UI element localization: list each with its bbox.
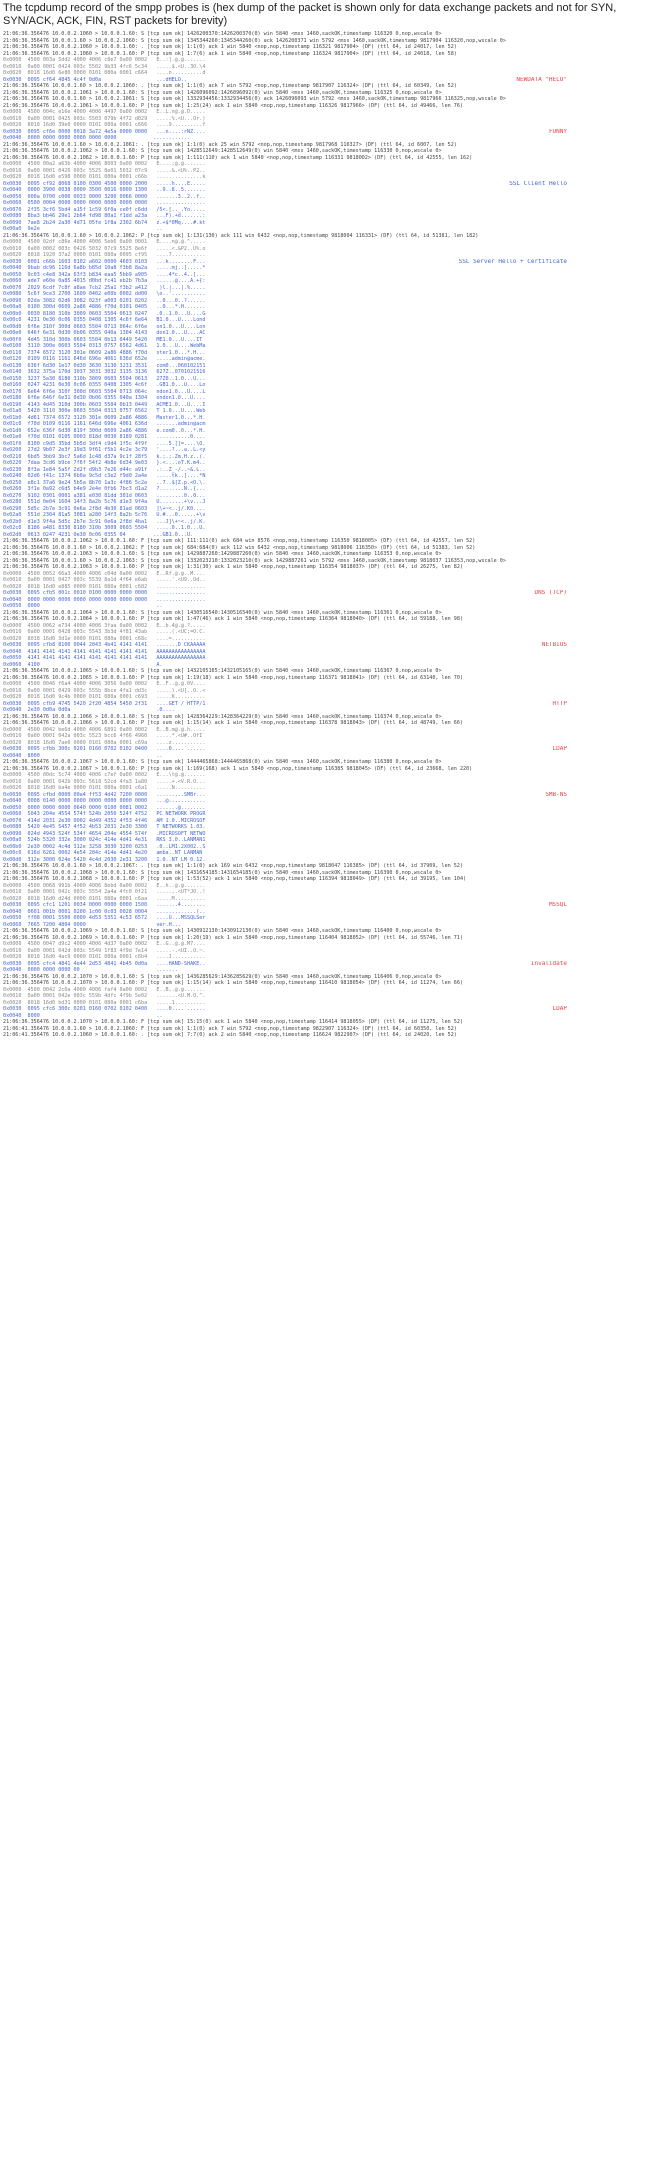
hex-dump-line	[3, 603, 647, 610]
hex-dump-text: 0x0030 0095 cf6e 0000 0018 3a72 4e5a 0000 0000 ...n....:rNZ....	[3, 128, 206, 135]
tcpdump-output	[3, 31, 647, 1039]
hex-dump-text: 0x0040 0000 3900 0038 0000 3500 0016 0000 1300 ..9..8..5.......	[3, 187, 206, 193]
packet-header-line: 21:06:36.356476 10.0.0.1.60 > 10.0.0.2.1062: F [tcp sum ok] 684:684(0) ack 112 win 6432 <nop,nop,timestamp 9818006 116350> (DF) (ttl 64, id 51383, len 52)	[3, 544, 476, 551]
hex-dump-text: 0x0040 0000 0000 0000 0000 0000 0000 0000 0000 ................	[3, 596, 206, 603]
hex-dump-line	[3, 857, 647, 864]
hex-dump-text: 0x0080 5c6f 9ce3 2700 1600 0402 e00b 0002 dd00 \o..'...........	[3, 291, 206, 297]
hex-dump-line	[3, 707, 647, 714]
hex-dump-text: 0x0090 7ae8 2b24 2a30 4d71 05fe 1f8a 2302 6b74 z.+$*0Mq....#.kt	[3, 219, 206, 226]
hex-dump-text: 0x0130 636f 6d30 1e17 0d30 3630 3130 3231 3531 com0...060102151	[3, 362, 206, 369]
hex-dump-text: 0x0230 8f3a 1e84 5a5f 2d2f d9b3 7e26 d44c a91f .:..Z_-/..~&.L..	[3, 466, 206, 473]
packet-header-line: 21:06:36.356476 10.0.0.2.1064 > 10.0.0.1.60: S [tcp sum ok] 1430516540:1430516540(0) win 5840 <mss 1460,sackOK,timestamp 116361 0,nop,wscale 0>	[3, 609, 442, 616]
packet-header-line: 21:06:36.356476 10.0.0.2.1065 > 10.0.0.1.60: S [tcp sum ok] 1432105165:1432105165(0) win 5840 <mss 1460,sackOK,timestamp 116367 0,nop,wscale 0>	[3, 668, 442, 674]
hex-dump-text: 0x0030 0095 cfc1 1201 0034 0000 0000 0000 1500 .......4........	[3, 902, 206, 908]
hex-dump-text: 0x0110 7374 6572 3120 301e 0609 2a86 4886 f70d ster1.0...*.H...	[3, 349, 206, 356]
hex-dump-text: 0x0270 9102 0301 0001 a381 e030 81dd 301d 0603 .........0..0...	[3, 492, 206, 499]
packet-header-line: 21:06:36.356476 10.0.0.2.1069 > 10.0.0.1.60: S [tcp sum ok] 1430912130:1430912130(0) win 5840 <mss 1460,sackOK,timestamp 116400 0,nop,wscale 0>	[3, 928, 442, 934]
hex-dump-text: 0x0030 0095 cfbd 0000 00a4 ff53 4d42 7200 0000 .........SMBr...	[3, 791, 206, 798]
hex-dump-text: 0x0150 3237 5a30 8180 310b 3009 0603 5504 0613 27Z0..1.0...U...	[3, 375, 206, 382]
packet-header-line: 21:06:36.356476 10.0.0.2.1066 > 10.0.0.1.60: S [tcp sum ok] 1428364229:1428364229(0) win 5840 <mss 1460,sackOK,timestamp 116374 0,nop,wscale 0>	[3, 713, 442, 720]
protocol-annotation: SSL Client Hello	[509, 180, 567, 187]
hex-dump-text: 0x0000 4500 0068 991b 4000 4006 8ebd 0a00 0002 E..h..@.@.......	[3, 882, 206, 889]
hex-dump-text: 0x0010 0a00 0001 0428 003c 5543 3b3d 4f81 43ab .....(.<UC;=O.C.	[3, 629, 206, 635]
packet-header-line: 21:06:41.356476 10.0.0.1.60 > 10.0.0.2.1060: F [tcp sum ok] 1:1(0) ack 7 win 5792 <nop,nop,timestamp 9822907 116324> (DF) (ttl 64, id 60350, len 52)	[3, 1025, 457, 1032]
hex-dump-text: 0x0000 4500 0062 e734 4000 4006 3faa 0a00 0002 E..b.4@.@.?.....	[3, 622, 206, 629]
hex-dump-text: 0x0090 024d 4943 524f 534f 4654 204e 4554 574f .MICROSOFT NETWO	[3, 830, 206, 837]
protocol-annotation: DNS (TCP)	[534, 590, 567, 596]
hex-dump-text: 0x0050 4141 4141 4141 4141 4141 4141 4141 4141 AAAAAAAAAAAAAAAA	[3, 655, 206, 661]
hex-dump-text: 0x0030 0095 cf64 4845 4c4f 0d0a ...dHELO..	[3, 76, 188, 83]
hex-dump-text: 0x0040 0000 0000 0000 0000 0000 0000 ............	[3, 135, 191, 141]
hex-dump-text: 0x0020 8018 16d0 3d1e 0000 0101 080a 0001 c68c ....=...........	[3, 635, 206, 642]
protocol-annotation: MSSQL	[548, 902, 567, 908]
hex-dump-text: 0x00b0 0030 8180 310b 3009 0603 5504 0613 0247 .0..1.0...U....G	[3, 310, 206, 317]
hex-dump-text: 0x0010 0a00 0001 042a 003c 5523 bcc6 4f66 4960 .....*.<U#..OfI`	[3, 733, 206, 739]
hex-dump-text: 0x0000 4500 00a2 a63b 4000 4006 8003 0a00 0002 E....;@.@.......	[3, 161, 206, 167]
hex-dump-text: 0x0070 2029 6cdf 7c8f a8ae 7cb2 25a1 f3b2 a412 )l.|...|.%.....	[3, 284, 206, 291]
packet-header-line: 21:06:36.356476 10.0.0.2.1064 > 10.0.0.1.60: P [tcp sum ok] 1:47(46) ack 1 win 5840 <nop,nop,timestamp 116364 9818040> (DF) (ttl 64, id 59188, len 98)	[3, 616, 464, 622]
hex-dump-text: 0x0020 8018 16d0 e598 0000 0101 080a 0001 c66b ...............k	[3, 174, 206, 180]
hex-dump-text: 0x0000 4500 00dc 5c74 4000 4006 c7ef 0a00 0002 E...\t@.@.......	[3, 772, 206, 778]
intro-paragraph: The tcpdump record of the smpp probes is (hex dump of the packet is shown only for data exchange packets and not for SYN, SYN/ACK, ACK, FIN, RST packets for brevity)	[3, 2, 617, 27]
protocol-annotation: LDAP	[552, 1006, 567, 1012]
hex-dump-text: 0x0080 5420 4e45 5457 4f52 4b53 2031 2e30 3300 T NETWORKS 1.03.	[3, 824, 206, 830]
hex-dump-text: 0x0050 000a 0700 c000 0033 0000 3200 0066 0000 .......3..2..f..	[3, 193, 206, 200]
hex-dump-text: 0x0030 0095 cfc6 300c 0201 0160 0702 0102 0400 ....0....`......	[3, 1006, 206, 1012]
packet-header-line: 21:06:36.356476 10.0.0.2.1068 > 10.0.0.1.60: P [tcp sum ok] 1:53(52) ack 1 win 5840 <nop,nop,timestamp 116394 9818049> (DF) (ttl 64, id 39195, len 104)	[3, 876, 467, 882]
hex-dump-text: 0x0000 4500 0042 be6d 4000 4006 6891 0a00 0002 E..B.m@.@.h.....	[3, 726, 206, 733]
packet-header-line: 21:06:36.356476 10.0.0.2.1060 > 10.0.0.1.60: P [tcp sum ok] 1:7(6) ack 1 win 5840 <nop,nop,timestamp 116324 9817904> (DF) (ttl 64, id 24018, len 58)	[3, 50, 457, 57]
hex-dump-line	[3, 77, 647, 84]
packet-header-line: 21:06:36.356476 10.0.0.2.1068 > 10.0.0.1.60: S [tcp sum ok] 1431654185:1431654185(0) win 5840 <mss 1460,sackOK,timestamp 116390 0,nop,wscale 0>	[3, 869, 442, 876]
hex-dump-text: 0x0220 7daa 3cd6 b9ce 7f6f 54f2 4b8e 6d34 9e03 }.<....oT.K.m4..	[3, 460, 206, 466]
packet-header-line: 21:06:36.356476 10.0.0.2.1067 > 10.0.0.1.60: P [tcp sum ok] 1:169(168) ack 1 win 5840 <nop,nop,timestamp 116385 9818045> (DF) (ttl 64, id 23668, len 220)	[3, 765, 473, 772]
hex-dump-text: 0x0020 8018 16d0 e885 0000 0101 080a 0001 c682 ................	[3, 583, 206, 590]
packet-header-line: 21:06:36.356476 10.0.0.2.1070 > 10.0.0.1.60: S [tcp sum ok] 1436285629:1436285629(0) win 5840 <mss 1460,sackOK,timestamp 116406 0,nop,wscale 0>	[3, 973, 442, 980]
hex-dump-text: 0x0030 0095 cfc4 4841 4e44 2d53 4841 4b45 0d0a ....HAND-SHAKE..	[3, 960, 206, 967]
hex-dump-text: 0x0000 4500 0046 f6a4 4000 4006 3056 0a00 0002 E..F..@.@.0V....	[3, 681, 206, 687]
hex-dump-text: 0x0070 2f35 3cf6 5bd4 a15f 1c59 6f0a ce0f c6dd /5<.[.._.Yo.....	[3, 206, 206, 213]
hex-dump-text: 0x0080 8ba3 bb46 29e1 2b64 fd98 80a1 f1dd a23a ...F).+d.......:	[3, 213, 206, 219]
hex-dump-line	[3, 662, 647, 669]
hex-dump-line	[3, 967, 647, 974]
hex-dump-text: 0x0040 0601 001b 0001 0200 1c00 0c03 0028 0004 .............(..	[3, 908, 206, 915]
hex-dump-text: 0x0030 0001 c66b 1603 0102 a602 0000 4603 0103 ...k........F...	[3, 258, 206, 265]
hex-dump-text: 0x0140 3632 375a 170d 3037 3031 3032 3135 3136 627Z..0701021516	[3, 369, 206, 375]
hex-dump-text: 0x0190 4143 4d45 310d 300b 0603 5504 0b13 0449 ACME1.0...U....I	[3, 401, 206, 408]
hex-dump-line	[3, 135, 647, 142]
hex-dump-text: 0x0040 4141 4141 4141 4141 4141 4141 4141 4141 AAAAAAAAAAAAAAAA	[3, 648, 206, 655]
hex-dump-text: 0x0030 0095 cf92 8068 0100 0300 4500 0000 2000 .....h....E.....	[3, 180, 206, 187]
hex-dump-text: 0x0250 e8c1 37a6 9e24 5b5a 8b70 1a3c 4f86 5c2e ..7..$[Z.p.<O.\.	[3, 479, 206, 486]
packet-header-line: 21:06:36.356476 10.0.0.2.1063 > 10.0.0.1.60: P [tcp sum ok] 1:31(30) ack 1 win 5840 <nop,nop,timestamp 116354 9818037> (DF) (ttl 64, id 26275, len 82)	[3, 564, 464, 570]
hex-dump-line	[3, 922, 647, 929]
hex-dump-text: 0x0210 6bd5 3bb9 3bc7 5a6d 1c48 d37a 9c1f 28f5 k.;.;.Zm.H.z..(.	[3, 453, 206, 460]
packet-header-line: 21:06:41.356476 10.0.0.2.1060 > 10.0.0.1.60: . [tcp sum ok] 7:7(0) ack 2 win 5840 <nop,nop,timestamp 116624 9822907> (DF) (ttl 64, id 24020, len 52)	[3, 1032, 457, 1038]
hex-dump-text: 0x0260 3f1e 0a92 c6d5 b4e9 2e4e 0fb6 7bc3 d1a2 ?........N..{...	[3, 486, 206, 492]
packet-header-line: 21:06:36.356476 10.0.0.2.1060 > 10.0.0.1.60: S [tcp sum ok] 1426200370:1426200370(0) win 5840 <mss 1460,sackOK,timestamp 116320 0,nop,wscale 0>	[3, 31, 442, 37]
hex-dump-text: 0x01b0 4d61 7374 6572 3120 301e 0609 2a86 4886 Master1.0...*.H.	[3, 414, 206, 421]
packet-header-line: 21:06:36.356476 10.0.0.1.60 > 10.0.0.2.1061: . [tcp sum ok] 1:1(0) ack 25 win 5792 <nop,nop,timestamp 9817968 116327> (DF) (ttl 64, id 6007, len 52)	[3, 141, 457, 148]
hex-dump-text: 0x00f0 4d45 310d 300b 0603 5504 0b13 0449 5420 ME1.0...U....IT	[3, 336, 206, 343]
hex-dump-text: 0x01e0 f70d 0101 0105 0003 818d 0030 8189 0281 ...........0....	[3, 434, 206, 440]
hex-dump-text: 0x02d0 0613 0247 4231 0e30 0c06 0355 04 ...GB1.0...U.	[3, 531, 194, 538]
packet-header-line: 21:06:36.356476 10.0.0.2.1060 > 10.0.0.1.60: . [tcp sum ok] 1:1(0) ack 1 win 5840 <nop,nop,timestamp 116321 9817904> (DF) (ttl 64, id 24017, len 52)	[3, 44, 457, 50]
protocol-annotation: LDAP	[552, 746, 567, 752]
hex-dump-text: 0x00d0 312e 3000 024e 5420 4c4d 2030 2e31 3200 1.0..NT LM 0.12.	[3, 856, 206, 863]
hex-dump-text: 0x0070 414d 2031 2e30 0002 4d49 4352 4f53 4f46 AM 1.0..MICROSOF	[3, 817, 206, 824]
hex-dump-text: 0x0060 0500 0004 0000 0000 0000 0000 0000 0000 ................	[3, 200, 206, 206]
packet-header-line: 21:06:36.356476 10.0.0.2.1067 > 10.0.0.1.60: S [tcp sum ok] 1444465868:1444465868(0) win 5840 <mss 1460,sackOK,timestamp 116380 0,nop,wscale 0>	[3, 759, 442, 765]
hex-dump-text: 0x0000 4500 004c e16e 4000 4006 4497 0a00 0002 E..L.n@.@.D.....	[3, 109, 206, 115]
hex-dump-text: 0x0030 0095 cfb8 8100 0044 2043 4b41 4141 4141 .......D CKAAAAA	[3, 642, 206, 648]
hex-dump-line	[3, 1013, 647, 1020]
packet-header-line: 21:06:36.356476 10.0.0.2.1070 > 10.0.0.1.60: F [tcp sum ok] 15:15(0) ack 1 win 5840 <nop,nop,timestamp 116414 9818055> (DF) (ttl 64, id 11275, len 52)	[3, 1019, 464, 1025]
hex-dump-text: 0x0030 0095 cfb9 4745 5420 2f20 4854 5450 2f31 ....GET / HTTP/1	[3, 700, 206, 707]
hex-dump-text: 0x00c0 4231 0e30 0c06 0355 0408 1305 4c6f 6e64 B1.0...U....Lond	[3, 317, 206, 323]
hex-dump-text: 0x00a0 9e2e ..	[3, 226, 163, 232]
packet-header-line: 21:06:36.356476 10.0.0.1.60 > 10.0.0.2.1067: . [tcp sum ok] 1:1(0) ack 169 win 6432 <nop,nop,timestamp 9818047 116385> (DF) (ttl 64, id 37909, len 52)	[3, 863, 464, 869]
hex-dump-text: 0x0060 4100 A.	[3, 661, 163, 668]
hex-dump-text: 0x0000 4500 0047 d9c2 4000 4006 4d37 0a00 0002 E..G..@.@.M7....	[3, 941, 206, 947]
protocol-annotation: NETBIOS	[541, 642, 567, 648]
hex-dump-text: 0x0160 0247 4231 0e30 0c06 0355 0408 1305 4c6f .GB1.0...U....Lo	[3, 382, 206, 388]
hex-dump-text: 0x0010 0a00 0001 0427 003c 5539 8a1d 4f64 e6ab .....'.<U9..Od..	[3, 577, 206, 583]
hex-dump-text: 0x00e0 646f 6e31 0d30 0b06 0355 040a 1304 4143 don1.0...U....AC	[3, 330, 206, 336]
hex-dump-text: 0x00c0 616d 6261 0002 4e54 204c 414e 4d41 4e20 amba..NT LANMAN	[3, 850, 206, 856]
hex-dump-text: 0x00a0 0100 300d 0609 2a86 4886 f70d 0101 0405 ..0...*.H.......	[3, 304, 206, 310]
hex-dump-text: 0x01a0 5420 3110 300e 0603 5504 0313 0757 6562 T 1.0...U....Web	[3, 408, 206, 414]
hex-dump-text: 0x0020 8018 16d0 7ae0 0000 0101 080a 0001 c69a ....z...........	[3, 739, 206, 746]
hex-dump-text: 0x0240 02d6 f41c 1374 6b0a 9c5d c3e2 f9d0 2a4e .....tk..]....*N	[3, 473, 206, 479]
hex-dump-text: 0x0010 0a00 0001 0429 003c 555b 8bce 4fa1 dd3c .....).<U[..O..<	[3, 687, 206, 694]
hex-dump-text: 0x02b0 d1e3 9f4a 5d5c 2b7e 3c91 0e6a 2f8d 4ba1 ...J]\+~<..j/.K.	[3, 518, 206, 525]
packet-header-line: 21:06:36.356476 10.0.0.2.1062 > 10.0.0.1.60: S [tcp sum ok] 1428512649:1428512649(0) win 5840 <mss 1460,sackOK,timestamp 116330 0,nop,wscale 0>	[3, 148, 442, 154]
hex-dump-text: 0x0010 0a00 0001 042e 003c 559b 4dfc 4f9b 5e02 .......<U.M.O.^.	[3, 993, 206, 999]
hex-dump-text: 0x0290 5d5c 2b7e 3c91 0e6a 2f8d 4b30 81ad 0603 ]\+~<..j/.K0....	[3, 505, 206, 512]
hex-dump-text: 0x0000 4500 003a 5dd2 4000 4006 c8e7 0a00 0002 E..:].@.@.......	[3, 57, 206, 63]
hex-dump-text: 0x0020 8018 16d0 bd31 0000 0101 080a 0001 c6ba .....1..........	[3, 999, 206, 1006]
hex-dump-text: 0x0000 4500 02df c86e 4000 4006 5eb6 0a00 0001 E....n@.@.^.....	[3, 239, 206, 245]
hex-dump-text: 0x0040 2e30 0d0a 0d0a .0....	[3, 707, 175, 713]
protocol-annotation: NEWDATA "HELO"	[516, 76, 567, 83]
hex-dump-text: 0x0180 6f6e 646f 6e31 0d30 0b06 0355 040a 1304 ondon1.0...U....	[3, 395, 206, 401]
hex-dump-text: 0x0000 4500 0052 66a3 4000 4006 c04d 0a00 0002 E..Rf.@.@..M....	[3, 570, 206, 577]
hex-dump-text: 0x0020 8018 16d0 ba4e 0000 0101 080a 0001 c6a1 .....N..........	[3, 785, 206, 791]
hex-dump-text: 0x0090 02da 3082 02d6 3082 023f a003 0201 0202 ..0...0..?......	[3, 297, 206, 304]
hex-dump-line	[3, 753, 647, 760]
hex-dump-text: 0x0020 8018 16d0 39e0 0000 0101 080a 0001 c666 ....9..........f	[3, 122, 206, 128]
hex-dump-text: 0x0100 3110 300e 0603 5504 0313 0757 6562 4d61 1.0...U....WebMa	[3, 343, 206, 349]
hex-dump-text: 0x0010 0a00 0001 042b 003c 5618 52cd 4fa3 1a80 .....+.<V.R.O...	[3, 778, 206, 785]
hex-dump-text: 0x0280 551d 0e04 1604 14f3 8a2b 5c76 d1e3 9f4a U........+\v...J	[3, 499, 206, 505]
packet-header-line: 21:06:36.356476 10.0.0.2.1063 > 10.0.0.1.60: S [tcp sum ok] 1429887260:1429887260(0) win 5840 <mss 1460,sackOK,timestamp 116353 0,nop,wscale 0>	[3, 551, 442, 557]
protocol-annotation: FUNNY	[548, 128, 567, 135]
hex-dump-text: 0x00a0 524b 5320 332e 3000 024c 414e 4d41 4e31 RKS 3.0..LANMAN1	[3, 837, 206, 843]
packet-header-line: 21:06:36.356476 10.0.0.2.1061 > 10.0.0.1.60: P [tcp sum ok] 1:25(24) ack 1 win 5840 <nop,nop,timestamp 116326 9817966> (DF) (ttl 64, id 49466, len 76)	[3, 102, 464, 109]
hex-dump-text: 0x0050 ff08 0001 5500 0000 4d53 5351 4c53 6572 ....U...MSSQLSer	[3, 915, 206, 921]
hex-dump-text: 0x0120 0109 0116 1161 646d 696e 4061 636d 652e .....admin@acme.	[3, 356, 206, 362]
hex-dump-text: 0x0050 9c03 c4e8 342a 63f3 b834 eaa5 5bb9 a905 ....4*c..4..[...	[3, 271, 206, 278]
packet-header-line: 21:06:36.356476 10.0.0.2.1070 > 10.0.0.1.60: P [tcp sum ok] 1:15(14) ack 1 win 5840 <nop,nop,timestamp 116410 9818054> (DF) (ttl 64, id 11274, len 66)	[3, 980, 464, 986]
hex-dump-text: 0x0050 0000 ..	[3, 603, 163, 609]
hex-dump-text: 0x0010 0a00 0002 003c 0426 5032 07c9 5525 8e6f .....<.&P2..U%.o	[3, 245, 206, 252]
packet-header-line: 21:06:36.356476 10.0.0.2.1062 > 10.0.0.1.60: P [tcp sum ok] 1:111(110) ack 1 win 5840 <nop,nop,timestamp 116331 9818002> (DF) (ttl 64, id 42555, len 162)	[3, 154, 473, 161]
hex-dump-text: 0x00b0 2e30 0002 4c4d 312e 3258 3030 3200 0253 .0..LM1.2X002..S	[3, 843, 206, 850]
hex-dump-line	[3, 226, 647, 233]
hex-dump-line	[3, 532, 647, 539]
hex-dump-text: 0x0050 0000 0000 0000 0640 0000 0100 0081 0002 .......@........	[3, 804, 206, 811]
packet-header-line: 21:06:36.356476 10.0.0.2.1069 > 10.0.0.1.60: P [tcp sum ok] 1:20(19) ack 1 win 5840 <nop,nop,timestamp 116404 9818052> (DF) (ttl 64, id 55746, len 71)	[3, 934, 464, 941]
hex-dump-text: 0x0060 7665 7200 4804 0000 ver.H...	[3, 921, 181, 928]
hex-dump-text: 0x0010 0a00 0001 042d 003c 5549 1f83 4f9d 7e14 .....-.<UI..O.~.	[3, 947, 206, 954]
hex-dump-text: 0x0030 0095 cfbb 300c 0201 0160 0702 0102 0400 ....0....`......	[3, 746, 206, 752]
hex-dump-text: 0x0200 27d2 9b07 2e3f 19d3 9f61 f5b1 4c2e 3c79 '....?...a..L.<y	[3, 447, 206, 453]
hex-dump-text: 0x0010 0a00 0001 0426 003c 5525 8e01 5032 07c9 .....&.<U%..P2..	[3, 167, 206, 174]
packet-header-line: 21:06:36.356476 10.0.0.1.60 > 10.0.0.2.1060: . [tcp sum ok] 1:1(0) ack 7 win 5792 <nop,nop,timestamp 9817907 116324> (DF) (ttl 64, id 60349, len 52)	[3, 83, 457, 89]
packet-header-line: 21:06:36.356476 10.0.0.2.1062 > 10.0.0.1.60: F [tcp sum ok] 111:111(0) ack 684 win 8576 <nop,nop,timestamp 116350 9818005> (DF) (ttl 64, id 42557, len 52)	[3, 538, 476, 544]
hex-dump-text: 0x0020 8018 16d0 6e80 0000 0101 080a 0001 c664 ....n..........d	[3, 70, 206, 76]
hex-dump-text: 0x02c0 8186 a481 8330 8180 310b 3009 0603 5504 .....0..1.0...U.	[3, 525, 206, 531]
packet-header-line: 21:06:36.356476 10.0.0.1.60 > 10.0.0.2.1060: S [tcp sum ok] 1345344260:1345344260(0) ack 1426200371 win 5792 <mss 1460,sackOK,timestamp 9817904 116320,nop,wscale 0>	[3, 37, 506, 44]
packet-header-line: 21:06:36.356476 10.0.0.1.60 > 10.0.0.2.1061: S [tcp sum ok] 1332934456:1332934456(0) ack 1426096093 win 5792 <mss 1460,sackOK,timestamp 9817966 116325,nop,wscale 0>	[3, 96, 506, 102]
hex-dump-text: 0x0040 8000 ..	[3, 752, 163, 759]
hex-dump-text: 0x0060 5043 204e 4554 574f 524b 2050 524f 4752 PC NETWORK PROGR	[3, 811, 206, 817]
hex-dump-text: 0x01c0 f70d 0109 0116 1161 646d 696e 4061 636d .......admin@acm	[3, 421, 206, 427]
hex-dump-text: 0x0020 8018 16d0 d24d 0000 0101 080a 0001 c6aa .....M..........	[3, 895, 206, 902]
packet-header-line: 21:06:36.356476 10.0.0.1.60 > 10.0.0.2.1063: S [tcp sum ok] 1332023210:1332023210(0) ack 1429887261 win 5792 <mss 1460,sackOK,timestamp 9818037 116353,nop,wscale 0>	[3, 557, 506, 564]
packet-header-line: 21:06:36.356476 10.0.0.1.60 > 10.0.0.2.1062: P [tcp sum ok] 1:131(130) ack 111 win 6432 <nop,nop,timestamp 9818004 116331> (DF) (ttl 64, id 51381, len 182)	[3, 232, 479, 239]
packet-header-line: 21:06:36.356476 10.0.0.2.1061 > 10.0.0.1.60: S [tcp sum ok] 1426096092:1426096092(0) win 5840 <mss 1460,sackOK,timestamp 116325 0,nop,wscale 0>	[3, 89, 442, 96]
hex-dump-text: 0x0020 8018 1920 37a2 0000 0101 080a 0095 cf95 ....7...........	[3, 252, 206, 258]
protocol-annotation: HTTP	[552, 700, 567, 707]
hex-dump-text: 0x0040 0008 0140 0000 0000 0000 0000 0000 0000 ...@............	[3, 798, 206, 804]
hex-dump-text: 0x0020 8018 16d0 9c4b 0000 0101 080a 0001 c693 .....K..........	[3, 694, 206, 700]
hex-dump-text: 0x0030 0095 cfb5 001c 0010 0100 0000 0000 0000 ................	[3, 590, 206, 596]
hex-dump-text: 0x01d0 652e 636f 6d30 819f 300d 0609 2a86 4886 e.com0..0...*.H.	[3, 427, 206, 434]
protocol-annotation: Invalidate	[530, 960, 567, 967]
hex-dump-text: 0x0010 0a00 0001 0425 003c 5503 079b 4f72 d029 .....%.<U...Or.)	[3, 115, 206, 122]
hex-dump-text: 0x0170 6e64 6f6e 310f 300d 0603 5504 0713 064c ndon1.0...U....L	[3, 388, 206, 395]
hex-dump-text: 0x0020 8018 16d0 4ac9 0000 0101 080a 0001 c6b4 ....J...........	[3, 954, 206, 960]
hex-dump-text: 0x0010 0a00 0001 0424 003c 5502 9b33 4fc6 5c34 .....$.<U..3O.\4	[3, 63, 206, 70]
hex-dump-text: 0x0040 8000 ..	[3, 1012, 163, 1019]
protocol-annotation: SSL Server Hello + Certificate	[458, 258, 567, 265]
packet-header-line: 21:06:36.356476 10.0.0.2.1065 > 10.0.0.1.60: P [tcp sum ok] 1:19(18) ack 1 win 5840 <nop,nop,timestamp 116371 9818041> (DF) (ttl 64, id 63140, len 70)	[3, 674, 464, 681]
hex-dump-text: 0x0040 0000 0000 0000 00 .......	[3, 967, 178, 973]
hex-dump-text: 0x0040 9bab dc96 116d 6a8b b85d 10a8 f3b8 8a2a .....mj..].....*	[3, 265, 206, 271]
tcpdump-document	[0, 0, 650, 1041]
hex-dump-text: 0x01f0 8100 c9d5 35bd 5b5d 3df4 c9d4 1f5c 4f9f ....5.[]=....\O.	[3, 440, 206, 447]
hex-dump-text: 0x00d0 6f6e 310f 300d 0603 5504 0713 064c 6f6e on1.0...U....Lon	[3, 323, 206, 330]
hex-dump-text: 0x02a0 551d 2304 81a5 3081 a280 14f3 8a2b 5c76 U.#...0......+\v	[3, 512, 206, 518]
hex-dump-text: 0x0010 0a00 0001 042c 003c 5554 2a4a 4fc0 0f21 .....,.<UT*JO..!	[3, 889, 206, 895]
hex-dump-text: 0x0060 ade7 e60e 0a85 4015 d0bd fc41 eb2b 7b3a ......@....A.+{:	[3, 278, 206, 284]
protocol-annotation: SMB-NS	[545, 791, 567, 798]
hex-dump-text: 0x0000 4500 0042 2c0a 4000 4006 faf4 0a00 0002 E..B,.@.@.......	[3, 986, 206, 993]
packet-header-line: 21:06:36.356476 10.0.0.2.1066 > 10.0.0.1.60: P [tcp sum ok] 1:15(14) ack 1 win 5840 <nop,nop,timestamp 116378 9818043> (DF) (ttl 64, id 48749, len 66)	[3, 720, 464, 726]
